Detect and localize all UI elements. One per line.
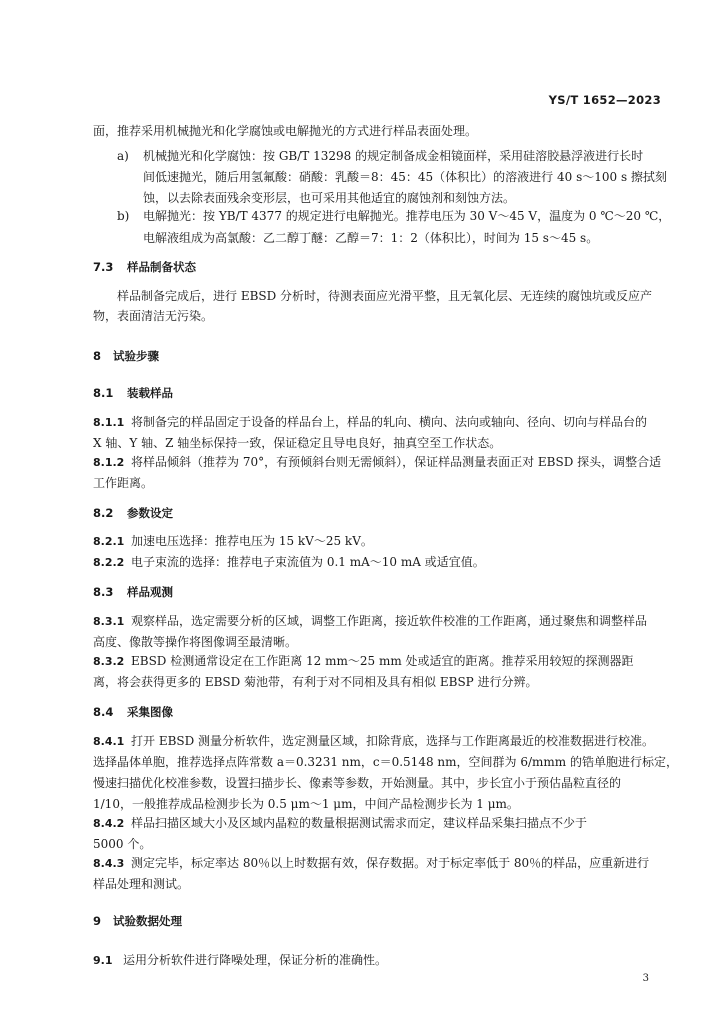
clause-8-4-3-line2: 样品处理和测试。: [93, 877, 190, 891]
item-a-line1: a) 机械抛光和化学腐蚀：按 GB/T 13298 的规定制备成金相镜面样，采用硅溶胶悬浮液进行长时: [117, 146, 643, 167]
clause-8-4-2-line2: 5000 个。: [93, 837, 152, 851]
clause-8-4-1-line2: 选择晶体单胞，推荐选择点阵常数 a＝0.3231 nm，c＝0.5148 nm，空间群为 6/mmm 的锆单胞进行标定，: [93, 755, 678, 769]
item-a-label: a): [117, 149, 129, 163]
clause-number: 8.3.1: [93, 615, 125, 628]
page-number: 3: [642, 973, 649, 984]
item-b-label: b): [117, 209, 130, 223]
s7-3-line2: 物，表面清洁无污染。: [93, 309, 214, 323]
item-a-line3: 蚀，以去除表面残余变形层，也可采用其他适宜的腐蚀剂和刻蚀方法。: [143, 191, 516, 205]
heading-8: 8 试验步骤: [93, 349, 159, 363]
clause-number: 8.1.2: [93, 456, 125, 469]
clause-9-1: 9.1 运用分析软件进行降噪处理，保证分析的准确性。: [93, 950, 387, 971]
item-a-line2: 间低速抛光，随后用氢氟酸：硝酸：乳酸＝8：45：45（体积比）的溶液进行 40 s～100 s 擦拭刻: [143, 170, 667, 184]
intro-line: 面，推荐采用机械抛光和化学腐蚀或电解抛光的方式进行样品表面处理。: [93, 124, 478, 138]
clause-8-4-1-line4: 1/10，一般推荐成品检测步长为 0.5 μm～1 μm，中间产品检测步长为 1 μm。: [93, 797, 519, 811]
clause-8-3-1-line1: 8.3.1 观察样品，选定需要分析的区域，调整工作距离，接近软件校准的工作距离，通过聚焦和调整样品: [93, 611, 647, 632]
clause-number: 8.2.1: [93, 535, 125, 548]
heading-9: 9 试验数据处理: [93, 914, 182, 928]
heading-8-4: 8.4 采集图像: [93, 705, 173, 719]
clause-number: 9.1: [93, 954, 113, 967]
s7-3-line1: 样品制备完成后，进行 EBSD 分析时，待测表面应光滑平整，且无氧化层、无连续的腐蚀坑或反应产: [117, 289, 653, 303]
standard-number: YS/T 1652—2023: [548, 93, 661, 107]
clause-8-4-3-line1: 8.4.3 测定完毕，标定率达 80％以上时数据有效，保存数据。对于标定率低于 80％的样品，应重新进行: [93, 853, 649, 874]
clause-8-3-2-line2: 离，将会获得更多的 EBSD 菊池带，有利于对不同相及具有相似 EBSP 进行分辨。: [93, 675, 538, 689]
clause-8-4-1-line1: 8.4.1 打开 EBSD 测量分析软件，选定测量区域，扣除背底，选择与工作距离最近的校准数据进行校准。: [93, 731, 654, 752]
clause-8-3-1-line2: 高度、像散等操作将图像调至最清晰。: [93, 635, 298, 649]
clause-number: 8.4.2: [93, 817, 125, 830]
item-b-line1: b) 电解抛光：按 YB/T 4377 的规定进行电解抛光。推荐电压为 30 V～45 V，温度为 0 ℃～20 ℃，: [117, 206, 670, 227]
clause-8-2-1: 8.2.1 加速电压选择：推荐电压为 15 kV～25 kV。: [93, 531, 373, 552]
heading-7-3: 7.3 样品制备状态: [93, 260, 196, 274]
clause-8-1-2-line1: 8.1.2 将样品倾斜（推荐为 70°，有预倾斜台则无需倾斜），保证样品测量表面正对 EBSD 探头，调整合适: [93, 452, 661, 473]
clause-number: 8.4.1: [93, 735, 125, 748]
clause-8-1-1-line2: X 轴、Y 轴、Z 轴坐标保持一致，保证稳定且导电良好，抽真空至工作状态。: [93, 436, 502, 450]
clause-8-4-2-line1: 8.4.2 样品扫描区域大小及区域内晶粒的数量根据测试需求而定，建议样品采集扫描点不少于: [93, 813, 587, 834]
clause-number: 8.4.3: [93, 857, 125, 870]
item-b-line2: 电解液组成为高氯酸：乙二醇丁醚：乙醇＝7：1：2（体积比），时间为 15 s～45 s。: [143, 231, 599, 245]
clause-8-4-1-line3: 慢速扫描优化校准参数，设置扫描步长、像素等参数，开始测量。其中，步长宜小于预估晶粒直径的: [93, 776, 622, 790]
clause-8-2-2: 8.2.2 电子束流的选择：推荐电子束流值为 0.1 mA～10 mA 或适宜值。: [93, 552, 485, 573]
clause-8-1-2-line2: 工作距离。: [93, 476, 154, 490]
clause-8-1-1-line1: 8.1.1 将制备完的样品固定于设备的样品台上，样品的轧向、横向、法向或轴向、径向、切向与样品台的: [93, 412, 647, 433]
clause-8-3-2-line1: 8.3.2 EBSD 检测通常设定在工作距离 12 mm～25 mm 处或适宜的距离。推荐采用较短的探测器距: [93, 651, 634, 672]
heading-8-2: 8.2 参数设定: [93, 506, 173, 520]
heading-8-3: 8.3 样品观测: [93, 585, 173, 599]
heading-8-1: 8.1 装载样品: [93, 386, 173, 400]
clause-number: 8.1.1: [93, 416, 125, 429]
clause-number: 8.3.2: [93, 655, 125, 668]
clause-number: 8.2.2: [93, 556, 125, 569]
